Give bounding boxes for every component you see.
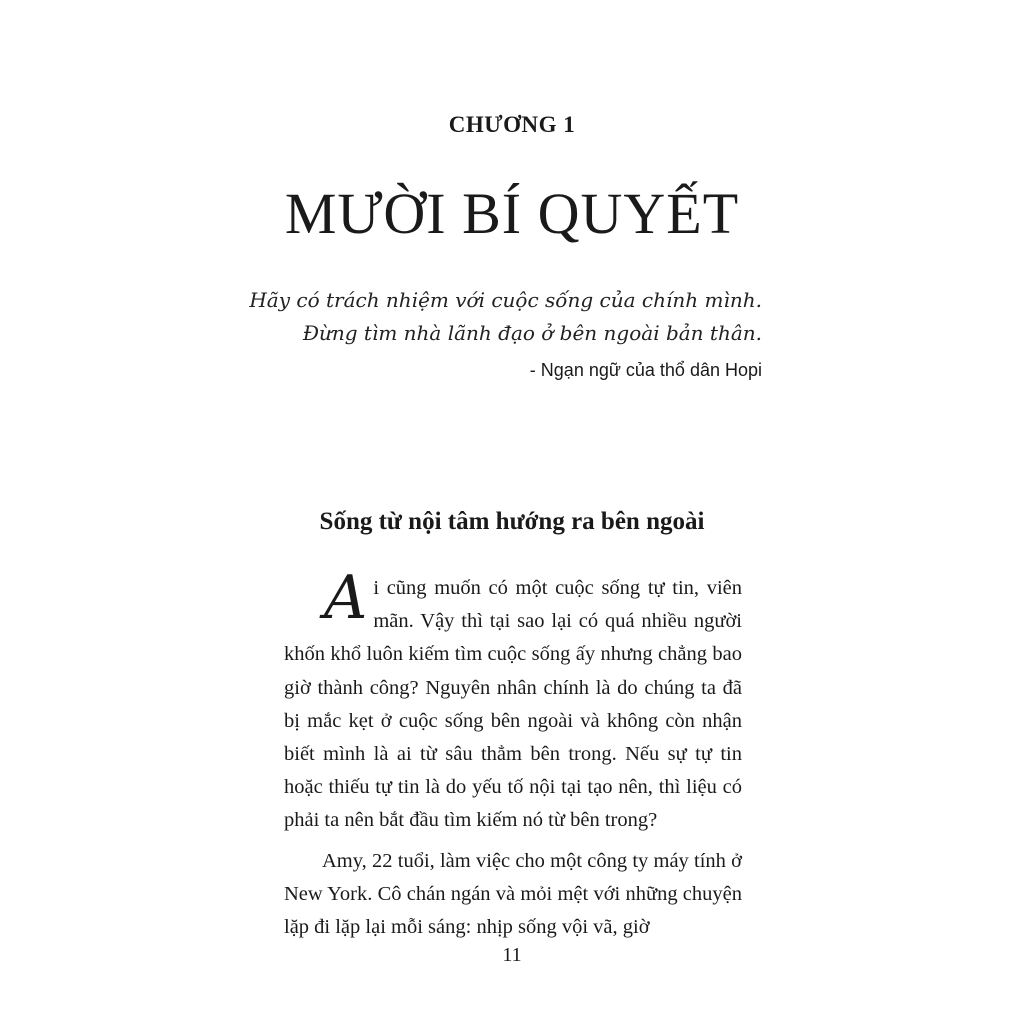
paragraph-1	[284, 563, 742, 838]
chapter-title: MƯỜI BÍ QUYẾT	[284, 181, 740, 246]
chapter-label: CHƯƠNG 1	[448, 112, 576, 137]
paragraph-1-text: i cũng muốn có một cuộc sống tự tin, viên mãn. Vậy thì tại sao lại có quá nhiều người khốn khổ luôn kiếm tìm cuộc sống ấy nhưng chẳng bao giờ thành công? Nguyên nhân chính là do chúng ta đã bị mắc kẹt ở cuộc sống bên ngoài và không còn nhận biết mình là ai từ sâu thẳm bên trong. Nếu sự tự tin hoặc thiếu tự tin là do yếu tố nội tại tạo nên, thì liệu có phải ta nên bắt đầu tìm kiếm nó từ bên trong?	[284, 577, 742, 832]
epigraph-line-2: Đừng tìm nhà lãnh đạo ở bên ngoài bản thân.	[302, 321, 762, 345]
drop-cap: A	[324, 563, 368, 633]
body-text	[284, 563, 742, 944]
epigraph-attribution: - Ngạn ngữ của thổ dân Hopi	[529, 360, 762, 380]
page-number: 11	[502, 944, 522, 966]
epigraph-line-1: Hãy có trách nhiệm với cuộc sống của chính mình.	[249, 288, 762, 312]
section-heading: Sống từ nội tâm hướng ra bên ngoài	[319, 508, 705, 535]
epigraph	[242, 284, 762, 350]
paragraph-2: Amy, 22 tuổi, làm việc cho một công ty máy tính ở New York. Cô chán ngán và mỏi mệt với những chuyện lặp đi lặp lại mỗi sáng: nhịp sống vội vã, giờ	[284, 849, 742, 939]
